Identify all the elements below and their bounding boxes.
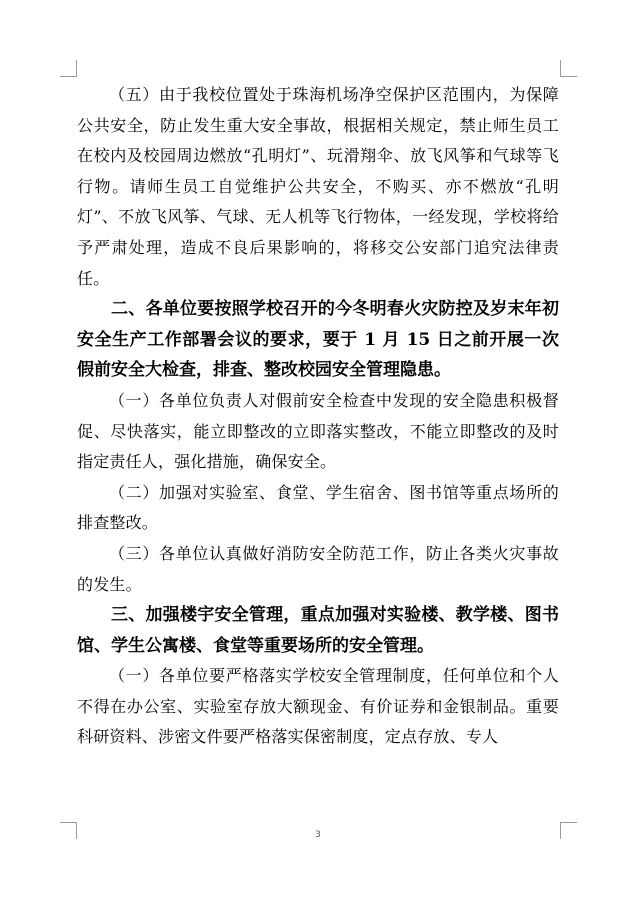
section-heading-3: 三、加强楼宇安全管理，重点加强对实验楼、教学楼、图书馆、学生公寓楼、食堂等重要场所的安全管理。: [77, 605, 559, 656]
paragraph-item-2: （二）加强对实验室、食堂、学生宿舍、图书馆等重点场所的排查整改。: [77, 482, 559, 533]
paragraph-item-1: （一）各单位负责人对假前安全检查中发现的安全隐患积极督促、尽快落实，能立即整改的立即落实整改，不能立即整改的及时指定责任人，强化措施，确保安全。: [77, 390, 559, 472]
document-body: [77, 80, 559, 753]
paragraph-item-5: （五）由于我校位置处于珠海机场净空保护区范围内，为保障公共安全，防止发生重大安全事故，根据相关规定，禁止师生员工在校内及校园周边燃放“孔明灯”、玩滑翔伞、放飞风筝和气球等飞行物。请师生员工自觉维护公共安全，不购买、亦不燃放“孔明灯”、不放飞风筝、气球、无人机等飞行物体，一经发现，学校将给予严肃处理，造成不良后果影响的，将移交公安部门追究法律责任。: [77, 85, 559, 288]
crop-mark-top-right: [560, 60, 577, 77]
section-heading-2: 二、各单位要按照学校召开的今冬明春火灾防控及岁末年初安全生产工作部署会议的要求，要于 1 月 15 日之前开展一次假前安全大检查，排查、整改校园安全管理隐患。: [77, 299, 559, 381]
paragraph-item-1-section-3: （一）各单位要严格落实学校安全管理制度，任何单位和个人不得在办公室、实验室存放大额现金、有价证券和金银制品。重要科研资料、涉密文件要严格落实保密制度，定点存放、专人: [77, 666, 559, 747]
page-number: 3: [315, 830, 321, 840]
crop-mark-top-left: [60, 60, 77, 77]
paragraph-item-3: （三）各单位认真做好消防安全防范工作，防止各类火灾事故的发生。: [77, 543, 559, 594]
